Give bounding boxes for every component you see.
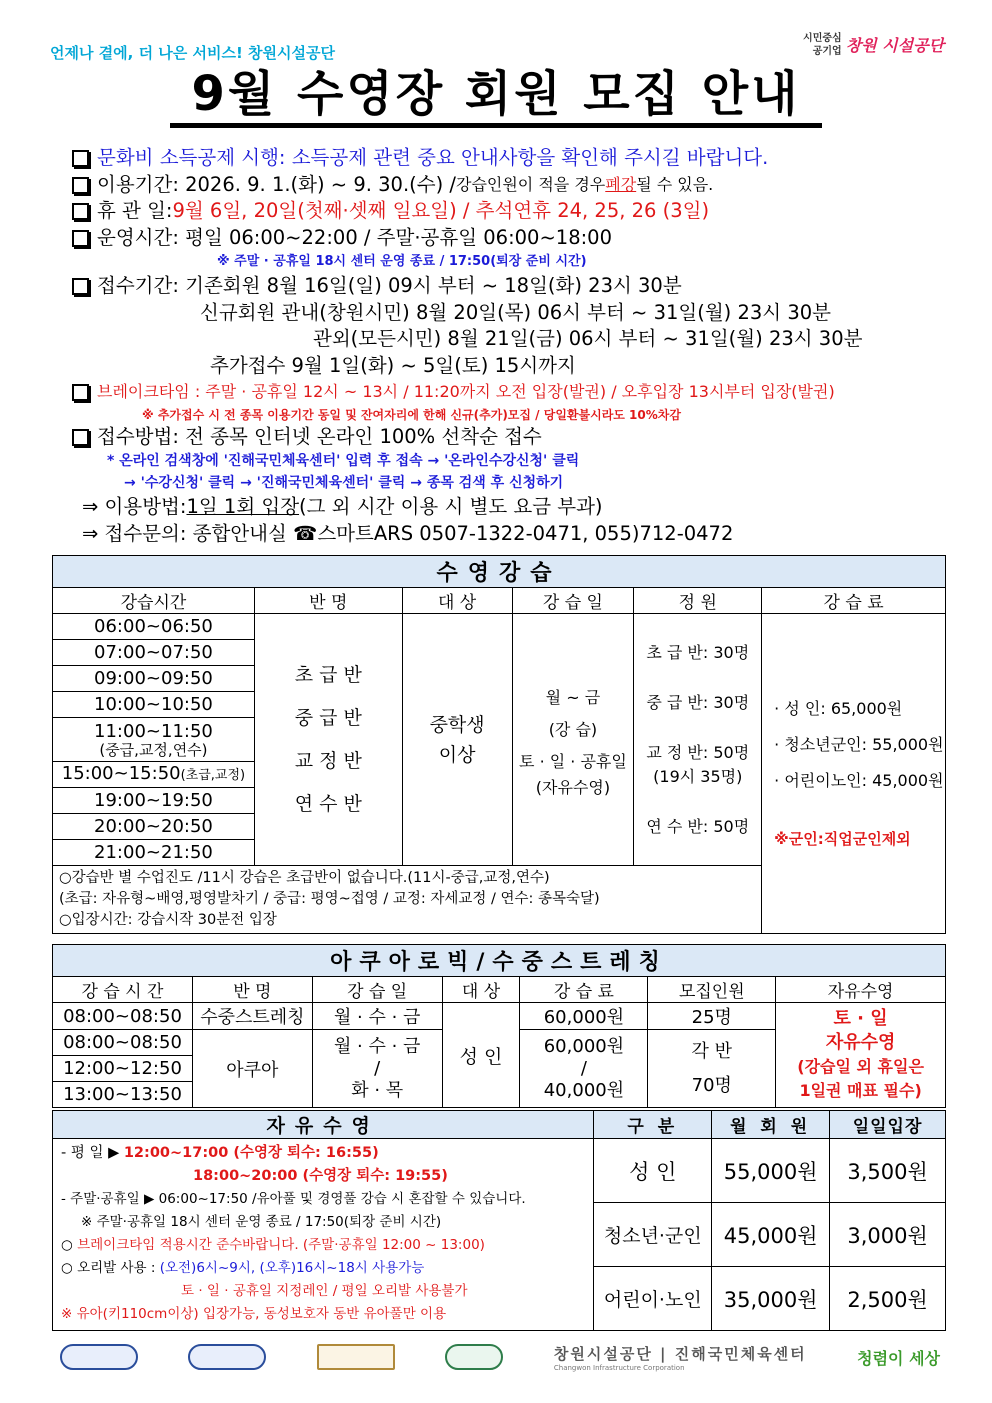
notice-text: 관외(모든시민) 8월 21일(금) 06시 부터 ~ 31일(월) 23시 30분 bbox=[313, 327, 863, 350]
class-capacity bbox=[634, 614, 762, 866]
notice-method-note-2 bbox=[72, 472, 972, 494]
lesson-days bbox=[312, 1030, 442, 1108]
days-text: 화 · 목 bbox=[351, 1079, 404, 1101]
time-text: (중급,교정,연수) bbox=[99, 740, 208, 759]
swim-table-title: 수영강습 bbox=[53, 556, 946, 588]
notice-text: 문화비 소득공제 시행: 소득공제 관련 중요 안내사항을 확인해 주시길 바랍니다. bbox=[97, 146, 769, 169]
notice-text: 폐강 bbox=[605, 174, 637, 194]
free-text: 토 · 일 bbox=[833, 1008, 888, 1029]
capacity-text: 각 반 bbox=[691, 1040, 733, 1062]
capacity: 25명 bbox=[648, 1003, 776, 1030]
free-swim-table bbox=[52, 1110, 946, 1331]
fee-text: 40,000원 bbox=[543, 1079, 625, 1101]
column-header: 강 습 료 bbox=[520, 977, 648, 1003]
days-text: 토 · 일 · 공휴일 bbox=[519, 751, 627, 771]
note-text: ○강습반 별 수업진도 /11시 강습은 초급반이 없습니다.(11시-중급,교정,연수) bbox=[59, 870, 550, 886]
notice-text: 추가접수 9월 1일(화) ~ 5일(토) 15시까지 bbox=[210, 353, 576, 377]
free-swim-info bbox=[776, 1003, 946, 1108]
detail-text: 브레이크타임 적용시간 준수바랍니다. (주말·공휴일 12:00 ~ 13:00) bbox=[77, 1237, 485, 1253]
free-text: 자유수영 bbox=[825, 1032, 896, 1053]
capacity-text: 70명 bbox=[691, 1074, 732, 1096]
emblem-icon bbox=[445, 1344, 503, 1370]
daily-fee: 3,000원 bbox=[830, 1203, 946, 1267]
notice-text: 될 수 있음. bbox=[636, 174, 714, 194]
days-text: 월 · 수 · 금 bbox=[333, 1035, 421, 1057]
notice-text: 접수기간: 기존회원 8월 16일(일) 09시 부터 ~ 18일(화) 23시 30분 bbox=[97, 274, 682, 297]
lesson-time bbox=[53, 762, 255, 788]
notice-text: 휴 관 일: bbox=[97, 199, 173, 222]
notice-text: ⇒ 이용방법: bbox=[82, 495, 187, 518]
fee-text: · 청소년군인: 55,000원 bbox=[774, 734, 944, 754]
notice-breaktime-note bbox=[72, 406, 972, 424]
notice-text: 강습인원이 적을 경우 bbox=[455, 174, 606, 194]
footer bbox=[60, 1340, 940, 1374]
lesson-time: 09:00~09:50 bbox=[53, 666, 255, 692]
free-swim-details bbox=[53, 1139, 594, 1331]
notice-text: 접수방법: 전 종목 인터넷 온라인 100% 선착순 접수 bbox=[97, 424, 542, 448]
notice-hours-note bbox=[72, 251, 972, 273]
notice-usage bbox=[72, 494, 972, 521]
notice-text: 이용기간: 2026. 9. 1.(화) ~ 9. 30.(수) / bbox=[97, 172, 456, 196]
category: 청소년·군인 bbox=[594, 1203, 712, 1267]
logo-text-2: 공기업 bbox=[812, 46, 842, 57]
capacity-text: 중 급 반: 30명 bbox=[646, 692, 750, 712]
class-name: 아쿠아 bbox=[192, 1030, 312, 1108]
monthly-fee: 45,000원 bbox=[712, 1203, 830, 1267]
capacity-text: 연 수 반: 50명 bbox=[646, 816, 750, 836]
class-names bbox=[254, 614, 402, 866]
days-text: (자유수영) bbox=[535, 777, 611, 797]
notice-registration-new bbox=[72, 300, 972, 327]
notice-period bbox=[72, 172, 972, 199]
class-name: 연 수 반 bbox=[294, 792, 362, 815]
column-header: 강 습 료 bbox=[762, 588, 946, 614]
detail-text: 토 · 일 · 공휴일 지정레인 / 평일 오리발 사용불가 bbox=[181, 1283, 468, 1299]
class-name: 수중스트레칭 bbox=[192, 1003, 312, 1030]
checkbox-icon bbox=[72, 278, 89, 295]
fee-text: / bbox=[580, 1057, 587, 1079]
fee-text: · 어린이노인: 45,000원 bbox=[774, 770, 944, 790]
aqua-table-title: 아쿠아로빅/수중스트레칭 bbox=[53, 945, 946, 977]
class-name: 중 급 반 bbox=[294, 706, 362, 729]
target-audience bbox=[402, 614, 512, 866]
lesson-days bbox=[512, 614, 634, 866]
fee-text: 60,000원 bbox=[543, 1035, 625, 1057]
notice-registration-outside bbox=[72, 326, 972, 353]
notice-tax bbox=[72, 145, 972, 172]
free-text: 1일권 매표 필수) bbox=[799, 1081, 922, 1100]
class-name: 교 정 반 bbox=[294, 749, 362, 772]
column-header: 반 명 bbox=[254, 588, 402, 614]
lesson-time: 20:00~20:50 bbox=[53, 814, 255, 840]
column-header: 강 습 일 bbox=[512, 588, 634, 614]
lesson-time: 12:00~12:50 bbox=[53, 1056, 193, 1082]
logo-script: 창원 시설공단 bbox=[845, 35, 944, 55]
detail-text: ※ 주말·공휴일 18시 센터 운영 종료 / 17:50(퇴장 준비 시간) bbox=[81, 1214, 442, 1230]
days-text: (강 습) bbox=[548, 719, 598, 739]
lesson-fee bbox=[520, 1030, 648, 1108]
capacity-text: 초 급 반: 30명 bbox=[646, 642, 750, 662]
daily-fee: 3,500원 bbox=[830, 1139, 946, 1203]
free-swim-title: 자유수영 bbox=[53, 1111, 594, 1139]
lesson-time: 08:00~08:50 bbox=[53, 1003, 193, 1030]
lesson-fees bbox=[762, 614, 946, 934]
detail-text: 18:00~20:00 (수영장 퇴수: 19:55) bbox=[193, 1168, 448, 1184]
daily-fee: 2,500원 bbox=[830, 1267, 946, 1331]
capacity bbox=[648, 1030, 776, 1108]
detail-text: 12:00~17:00 (수영장 퇴수: 16:55) bbox=[123, 1145, 379, 1161]
capacity-text: (19시 35명) bbox=[653, 766, 743, 786]
lesson-fee: 60,000원 bbox=[520, 1003, 648, 1030]
notice-breaktime bbox=[72, 379, 972, 406]
notice-method-note-1 bbox=[72, 450, 972, 472]
notice-contact bbox=[72, 521, 972, 548]
notice-registration-extra bbox=[72, 353, 972, 380]
column-header: 정 원 bbox=[634, 588, 762, 614]
footer-slogan: 청렴이 세상 bbox=[857, 1348, 940, 1368]
fee-text: · 성 인: 65,000원 bbox=[774, 698, 903, 718]
swim-lesson-table bbox=[52, 555, 946, 934]
checkbox-icon bbox=[72, 429, 89, 446]
aqua-lesson-table bbox=[52, 944, 946, 1108]
detail-text: ○ bbox=[61, 1237, 78, 1253]
time-text: 11:00~11:50 bbox=[94, 720, 213, 742]
category: 어린이·노인 bbox=[594, 1267, 712, 1331]
column-header: 월 회 원 bbox=[712, 1111, 830, 1139]
lesson-time: 08:00~08:50 bbox=[53, 1030, 193, 1056]
lesson-time: 07:00~07:50 bbox=[53, 640, 255, 666]
detail-text: - 평 일 ▶ bbox=[61, 1145, 124, 1161]
checkbox-icon bbox=[72, 150, 89, 167]
org-sub: Changwon Infrastructure Corporation bbox=[553, 1363, 685, 1372]
target-text: 이상 bbox=[438, 743, 476, 766]
target-text: 중학생 bbox=[429, 713, 485, 736]
column-header: 일일입장 bbox=[830, 1111, 946, 1139]
corporation-logo bbox=[803, 32, 944, 58]
logo-text-1: 시민중심 bbox=[803, 33, 842, 44]
lesson-time: 06:00~06:50 bbox=[53, 614, 255, 640]
slogan: 언제나 곁에, 더 나은 서비스! 창원시설공단 bbox=[50, 44, 335, 62]
column-header: 대 상 bbox=[442, 977, 520, 1003]
notice-text: * 온라인 검색창에 '진해국민체육센터' 입력 후 접속 → '온라인수강신청' 클릭 bbox=[107, 453, 580, 469]
notice-text: → '수강신청' 클릭 → '진해국민체육센터' 클릭 → 종목 검색 후 신청하기 bbox=[124, 475, 564, 491]
days-text: / bbox=[374, 1057, 381, 1079]
column-header: 반 명 bbox=[192, 977, 312, 1003]
column-header: 자유수영 bbox=[776, 977, 946, 1003]
checkbox-icon bbox=[72, 203, 89, 220]
category: 성 인 bbox=[594, 1139, 712, 1203]
lesson-time: 19:00~19:50 bbox=[53, 788, 255, 814]
org-name: 창원시설공단 | 진해국민체육센터 bbox=[553, 1344, 807, 1363]
detail-text: ※ 유아(키110cm이상) 입장가능, 동성보호자 동반 유아풀만 이용 bbox=[61, 1306, 447, 1322]
time-text: (초급,교정) bbox=[180, 767, 246, 783]
notice-closed bbox=[72, 198, 972, 225]
notice-text: 운영시간: 평일 06:00~22:00 / 주말·공휴일 06:00~18:00 bbox=[97, 225, 612, 249]
column-header: 모집인원 bbox=[648, 977, 776, 1003]
checkbox-icon bbox=[72, 177, 89, 194]
time-text: 15:00~15:50 bbox=[61, 762, 181, 784]
note-text: ○입장시간: 강습시작 30분전 입장 bbox=[59, 912, 277, 928]
certification-badge-icon bbox=[60, 1344, 138, 1370]
free-text: (강습일 외 휴일은 bbox=[797, 1057, 924, 1076]
lesson-time bbox=[53, 718, 255, 762]
award-icon bbox=[317, 1344, 395, 1370]
page-title: 9월 수영장 회원 모집 안내 bbox=[170, 64, 822, 128]
column-header: 강 습 시 간 bbox=[53, 977, 193, 1003]
notice-method bbox=[72, 424, 972, 451]
monthly-fee: 55,000원 bbox=[712, 1139, 830, 1203]
notice-text: ※ 주말 · 공휴일 18시 센터 운영 종료 / 17:50(퇴장 준비 시간) bbox=[217, 254, 587, 269]
notice-text: 브레이크타임 : 주말 · 공휴일 12시 ~ 13시 / 11:20까지 오전 입장(발권) / 오후입장 13시부터 입장(발권) bbox=[97, 382, 835, 401]
footer-org bbox=[554, 1343, 807, 1372]
swim-notes bbox=[53, 866, 762, 934]
lesson-time: 21:00~21:50 bbox=[53, 840, 255, 866]
notice-text: ⇒ 접수문의: 종합안내실 ☎스마트ARS 0507-1322-0471, 055)712-0472 bbox=[82, 521, 734, 545]
column-header: 대 상 bbox=[402, 588, 512, 614]
note-text: (초급: 자유형~배영,평영발차기 / 중급: 평영~접영 / 교정: 자세교정 / 연수: 종목숙달) bbox=[59, 891, 600, 907]
notice-hours bbox=[72, 225, 972, 252]
column-header: 강습시간 bbox=[53, 588, 255, 614]
notice-text: (그 외 시간 이용 시 별도 요금 부과) bbox=[299, 495, 603, 518]
fee-note: ※군인:직업군인제외 bbox=[774, 829, 911, 848]
checkbox-icon bbox=[72, 230, 89, 247]
monthly-fee: 35,000원 bbox=[712, 1267, 830, 1331]
detail-text: (오전)6시~9시, (오후)16시~18시 사용가능 bbox=[159, 1260, 425, 1276]
class-name: 초 급 반 bbox=[294, 663, 362, 686]
checkbox-icon bbox=[72, 384, 89, 401]
column-header: 강 습 일 bbox=[312, 977, 442, 1003]
capacity-text: 교 정 반: 50명 bbox=[646, 742, 750, 762]
column-header: 구 분 bbox=[594, 1111, 712, 1139]
notice-text: 신규회원 관내(창원시민) 8월 20일(목) 06시 부터 ~ 31일(월) 23시 30분 bbox=[200, 300, 831, 324]
lesson-days: 월 · 수 · 금 bbox=[312, 1003, 442, 1030]
target-audience: 성 인 bbox=[442, 1003, 520, 1108]
lesson-time: 10:00~10:50 bbox=[53, 692, 255, 718]
days-text: 월 ~ 금 bbox=[545, 687, 601, 707]
notice-text: 1일 1회 입장 bbox=[186, 495, 300, 518]
notice-registration bbox=[72, 273, 972, 300]
notice-section bbox=[72, 145, 972, 547]
notice-text: 9월 6일, 20일(첫째·셋째 일요일) / 추석연휴 24, 25, 26 (3일) bbox=[172, 199, 710, 222]
detail-text: ○ 오리발 사용 : bbox=[61, 1260, 160, 1276]
certification-badge-icon bbox=[188, 1344, 266, 1370]
detail-text: - 주말·공휴일 ▶ 06:00~17:50 /유아풀 및 경영풀 강습 시 혼잡할 수 있습니다. bbox=[61, 1191, 526, 1207]
lesson-time: 13:00~13:50 bbox=[53, 1082, 193, 1108]
notice-text: ※ 추가접수 시 전 종목 이용기간 동일 및 잔여자리에 한해 신규(추가)모집 / 당일환불시라도 10%차감 bbox=[142, 407, 681, 422]
